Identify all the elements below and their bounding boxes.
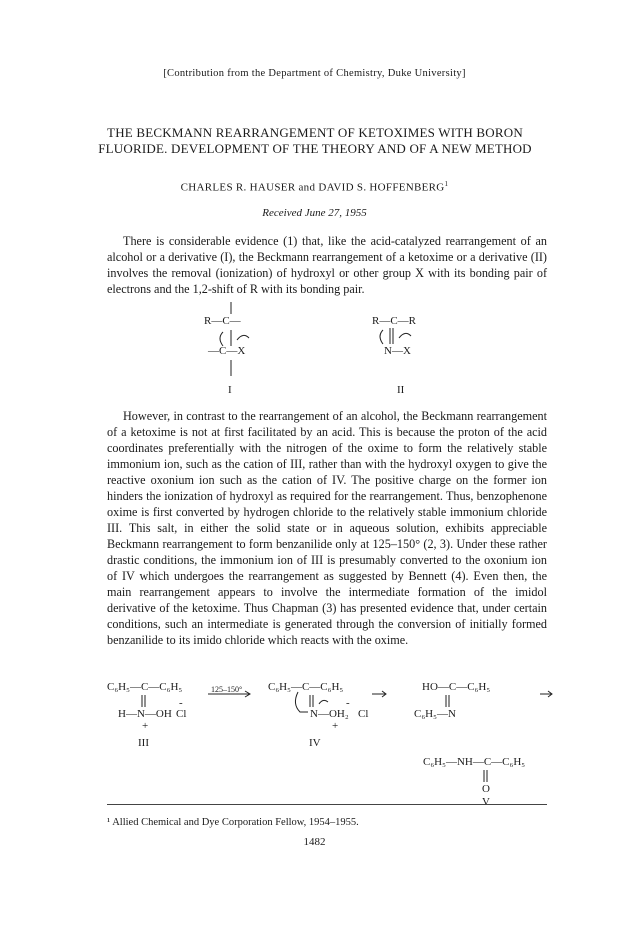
compound-IV-charge: + — [332, 720, 339, 732]
compound-III-bottom: H—N—OH — [118, 708, 172, 720]
compound-III-anion: Cl — [176, 708, 187, 720]
structure-II-label: II — [397, 384, 405, 396]
compound-III-label: III — [138, 737, 149, 749]
compound-V-label: V — [482, 796, 490, 808]
received-date: Received June 27, 1955 — [262, 207, 367, 219]
compound-IV-anion-charge: - — [346, 697, 350, 709]
paragraph-1: There is considerable evidence (1) that, like the acid-catalyzed rearrangement of an alcohol or a derivative (I), the Beckmann rearrangement of a ketoxime or a derivative (II) involves the removal (ionization) of hydroxyl or other group X with its bonding pair of electrons and the 1,2-shift of R with its bonding pair. — [107, 234, 547, 296]
structure-I-label: I — [228, 384, 232, 396]
compound-III-anion-charge: - — [179, 697, 183, 709]
structure-I-row2: —C—X — [208, 345, 246, 357]
footnote: ¹ Allied Chemical and Dye Corporation Fellow, 1954–1955. — [107, 817, 359, 828]
compound-IV-top: C₆H₅—C—C₆H₅ — [268, 681, 344, 693]
paragraph-2: However, in contrast to the rearrangement of an alcohol, the Beckmann rearrangement of a ketoxime is not at first facilitated by an acid. This is because the proton of the acid coordinates preferentially with the nitrogen of the oxime to form the relatively stable immonium ion, such as the cation of III, rather than with the hydroxyl oxygen to give the reactive oxonium ion such as the cation of IV. The positive charge on the former ion hinders the ionization of hydroxyl as required for the rearrangement. Thus, benzophenone oxime is first converted by hydrogen chloride to the relatively stable immonium chloride III. This salt, in either the solid state or in aqueous solution, exhibits appreciable Beckmann rearrangement to form benzanilide only at 125–150° (2, 3). Under these rather drastic conditions, the immonium ion of III is presumably converted to the oxonium ion of IV which undergoes the rearrangement as suggested by Bennett (4). Even then, the main rearrangement appears to involve the intermediate formation of the imidol derivative of the ketoxime. Thus Chapman (3) has presented evidence that, under certain conditions, such an intermediate is generated through the conversion of initially formed benzanilide to its imido chloride which reacts with the oxime. — [107, 409, 547, 647]
compound-III-top: C₆H₅—C—C₆H₅ — [107, 681, 183, 693]
imidol-top: HO—C—C₆H₅ — [422, 681, 491, 693]
article-authors — [0, 180, 629, 194]
author-footnote-mark: 1 — [444, 180, 449, 188]
scheme-bonds — [100, 680, 560, 800]
structure-II-row2: N—X — [384, 345, 411, 357]
structure-I-bonds — [195, 302, 255, 380]
structure-II-row1: R—C—R — [372, 315, 417, 327]
compound-IV-anion: Cl — [358, 708, 369, 720]
compound-V-top: C₆H₅—NH—C—C₆H₅ — [423, 756, 526, 768]
footnote-rule — [107, 804, 547, 805]
contribution-header: [Contribution from the Department of Chemistry, Duke University] — [163, 68, 466, 79]
imidol-bottom: C₆H₅—N — [414, 708, 456, 720]
compound-IV-label: IV — [309, 737, 321, 749]
article-title: THE BECKMANN REARRANGEMENT OF KETOXIMES WITH BORON FLUORIDE. DEVELOPMENT OF THE THEORY AND OF A NEW METHOD — [98, 125, 532, 156]
compound-IV-bottom: N—OH₂ — [310, 708, 349, 720]
reaction-condition: 125–150° — [211, 685, 243, 694]
structure-I-row1: R—C— — [204, 315, 241, 327]
compound-V-bottom: O — [482, 783, 490, 795]
author-names: CHARLES R. HAUSER and DAVID S. HOFFENBERG — [180, 181, 445, 194]
page-number: 1482 — [303, 836, 326, 848]
compound-III-charge: + — [142, 720, 149, 732]
